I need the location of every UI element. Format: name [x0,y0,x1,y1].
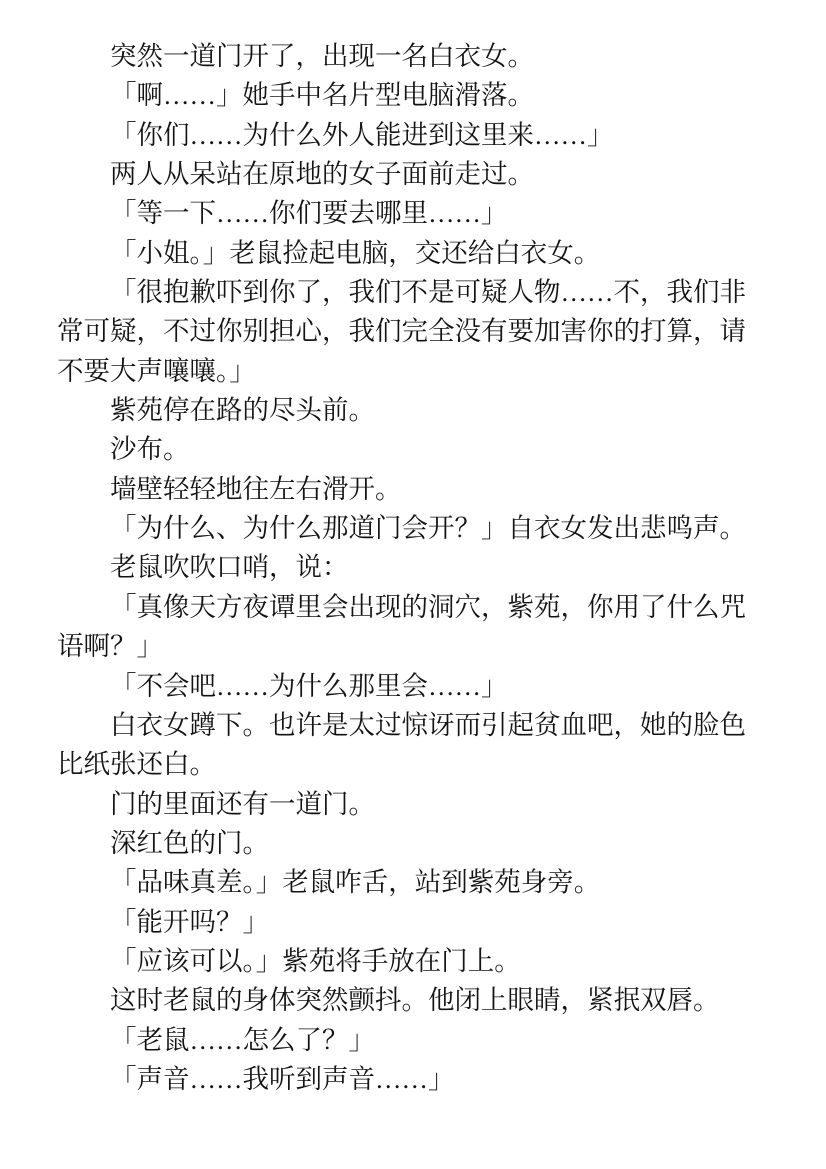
paragraph [57,509,787,548]
text-line: 「真像天方夜谭里会出现的洞穴，紫苑，你用了什么咒 [110,591,746,622]
paragraph [57,548,787,587]
text-line: 「很抱歉吓到你了，我们不是可疑人物……不，我们非 [110,277,746,308]
text-line: 「为什么、为什么那道门会开？」自衣女发出悲鸣声。 [110,513,746,544]
paragraph [57,234,787,273]
text-line: 常可疑，不过你别担心，我们完全没有要加害你的打算，请 [57,316,746,347]
paragraph [57,863,787,902]
paragraph [57,155,787,194]
text-line: 白衣女蹲下。也许是太过惊讶而引起贫血吧，她的脸色 [110,709,746,740]
text-line: 门的里面还有一道门。 [110,788,375,819]
paragraph [57,1021,787,1060]
text-line: 紫苑停在路的尽头前。 [110,395,375,426]
text-line: 语啊？」 [57,631,163,662]
paragraph [57,1060,787,1099]
paragraph [57,194,787,233]
paragraph [57,391,787,430]
paragraph [57,667,787,706]
text-line: 两人从呆站在原地的女子面前走过。 [110,159,534,190]
text-line: 「老鼠……怎么了？」 [110,1024,375,1055]
paragraph [57,76,787,115]
paragraph [57,273,787,391]
paragraph [57,706,787,785]
text-line: 「声音……我听到声音……」 [110,1063,455,1094]
text-line: 「啊……」她手中名片型电脑滑落。 [110,80,534,111]
paragraph [57,824,787,863]
text-line: 老鼠吹吹口哨，说： [110,552,349,583]
text-line: 这时老鼠的身体突然颤抖。他闭上眼睛，紧抿双唇。 [110,985,720,1016]
text-line: 「能开吗？」 [110,906,269,937]
text-line: 「你们……为什么外人能进到这里来……」 [110,119,614,150]
text-line: 「不会吧……为什么那里会……」 [110,670,508,701]
paragraph [57,430,787,469]
text-line: 「等一下……你们要去哪里……」 [110,198,508,229]
text-line: 突然一道门开了，出现一名白衣女。 [110,41,534,71]
text-line: 比纸张还白。 [57,749,216,780]
text-line: 「品味真差。」老鼠咋舌，站到紫苑身旁。 [110,867,601,898]
text-line: 深红色的门。 [110,827,269,858]
paragraph [57,470,787,509]
paragraph [57,942,787,981]
text-line: 「应该可以。」紫苑将手放在门上。 [110,945,521,976]
document-body [57,37,787,1099]
text-line: 沙布。 [110,434,190,465]
paragraph [57,588,787,667]
paragraph [57,37,787,76]
paragraph [57,903,787,942]
text-line: 不要大声嚷嚷。」 [57,355,256,386]
paragraph [57,785,787,824]
paragraph [57,116,787,155]
text-line: 「小姐。」老鼠捡起电脑，交还给白衣女。 [110,237,601,268]
paragraph [57,981,787,1020]
text-line: 墙壁轻轻地往左右滑开。 [110,473,402,504]
